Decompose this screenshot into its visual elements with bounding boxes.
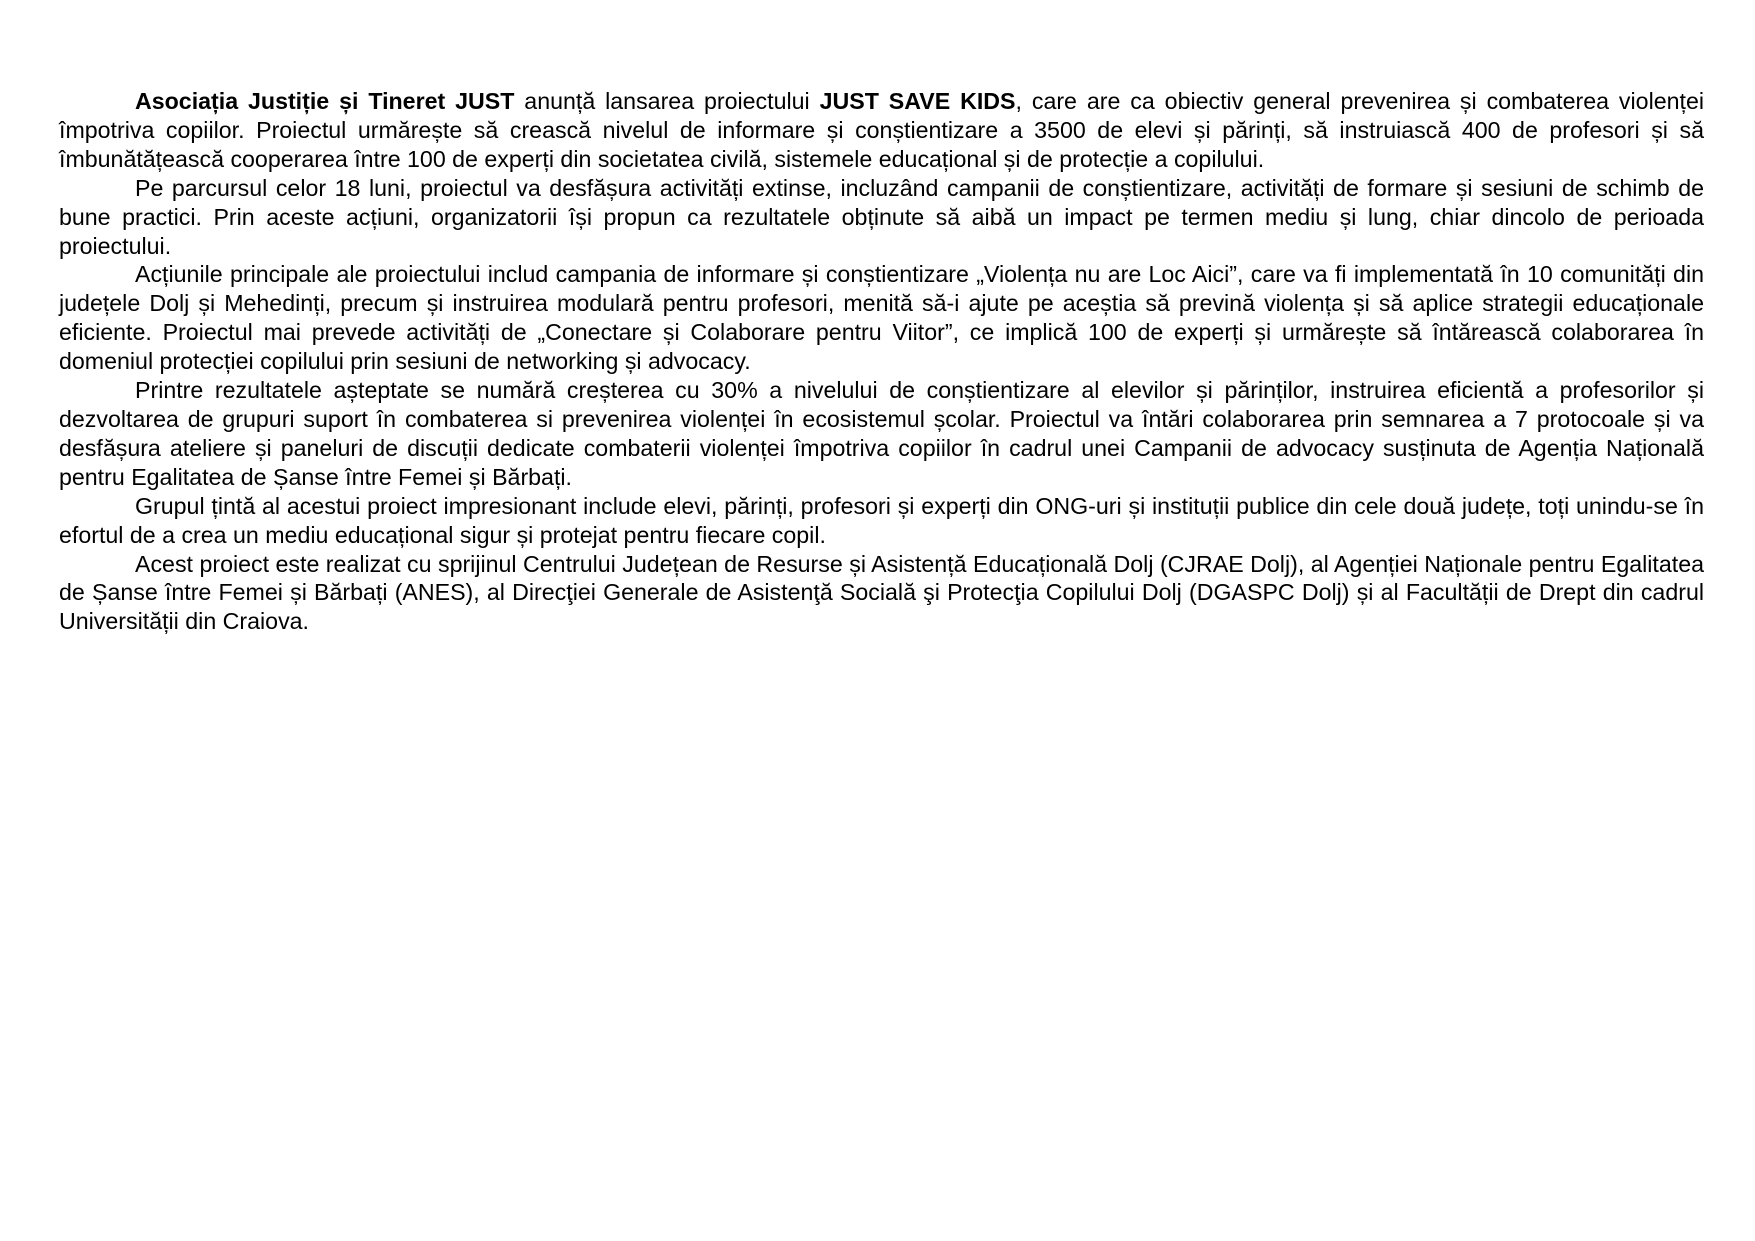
- document-body: [59, 87, 1704, 636]
- paragraph-partners: Acest proiect este realizat cu sprijinul Centrului Județean de Resurse și Asistență Educațională Dolj (CJRAE Dolj), al Agenției Naționale pentru Egalitatea de Șanse între Femei și Bărbați (ANES), al Direcţiei Generale de Asistenţă Socială şi Protecţia Copilului Dolj (DGASPC Dolj) și al Facultății de Drept din cadrul Universității din Craiova.: [59, 550, 1704, 635]
- intro-text-a: anunță lansarea proiectului: [514, 88, 820, 114]
- paragraph-target-group: Grupul țintă al acestui proiect impresionant include elevi, părinți, profesori și experți din ONG-uri și instituții publice din cele două județe, toți unindu-se în efortul de a crea un mediu educațional sigur și protejat pentru fiecare copil.: [59, 492, 1704, 548]
- intro-text-b: , care are ca obiectiv general prevenirea și combaterea violenței împotriva copiilor. Proiectul urmărește să crească nivelul de informare și conștientizare a 3500 de elevi și părinți, să instruiască 400 de profesori și să îmbunătățească cooperarea între 100 de experți din societatea civilă, sistemele educațional și de protecție a copilului.: [59, 88, 1705, 172]
- paragraph-intro: [59, 87, 1704, 174]
- organization-name: Asociația Justiție și Tineret JUST: [135, 88, 515, 114]
- paragraph-main-actions: Acțiunile principale ale proiectului includ campania de informare și conștientizare „Violența nu are Loc Aici”, care va fi implementată în 10 comunități din județele Dolj și Mehedinți, precum și instruirea modulară pentru profesori, menită să-i ajute pe aceștia să prevină violența și să aplice strategii educaționale eficiente. Proiectul mai prevede activități de „Conectare și Colaborare pentru Viitor”, ce implică 100 de experți și urmărește să întărească colaborarea în domeniul protecției copilului prin sesiuni de networking și advocacy.: [59, 261, 1704, 375]
- project-name: JUST SAVE KIDS: [819, 88, 1016, 114]
- paragraph-expected-results: Printre rezultatele așteptate se numără creșterea cu 30% a nivelului de conștientizare al elevilor și părinților, instruirea eficientă a profesorilor și dezvoltarea de grupuri suport în combaterea si prevenirea violenței în ecosistemul școlar. Proiectul va întări colaborarea prin semnarea a 7 protocoale și va desfășura ateliere și paneluri de discuții dedicate combaterii violenței împotriva copiilor în cadrul unei Campanii de advocacy susținuta de Agenția Națională pentru Egalitatea de Șanse între Femei și Bărbați.: [59, 377, 1704, 490]
- paragraph-activities: Pe parcursul celor 18 luni, proiectul va desfășura activități extinse, incluzând campanii de conștientizare, activități de formare și sesiuni de schimb de bune practici. Prin aceste acțiuni, organizatorii își propun ca rezultatele obținute să aibă un impact pe termen mediu și lung, chiar dincolo de perioada proiectului.: [59, 174, 1704, 259]
